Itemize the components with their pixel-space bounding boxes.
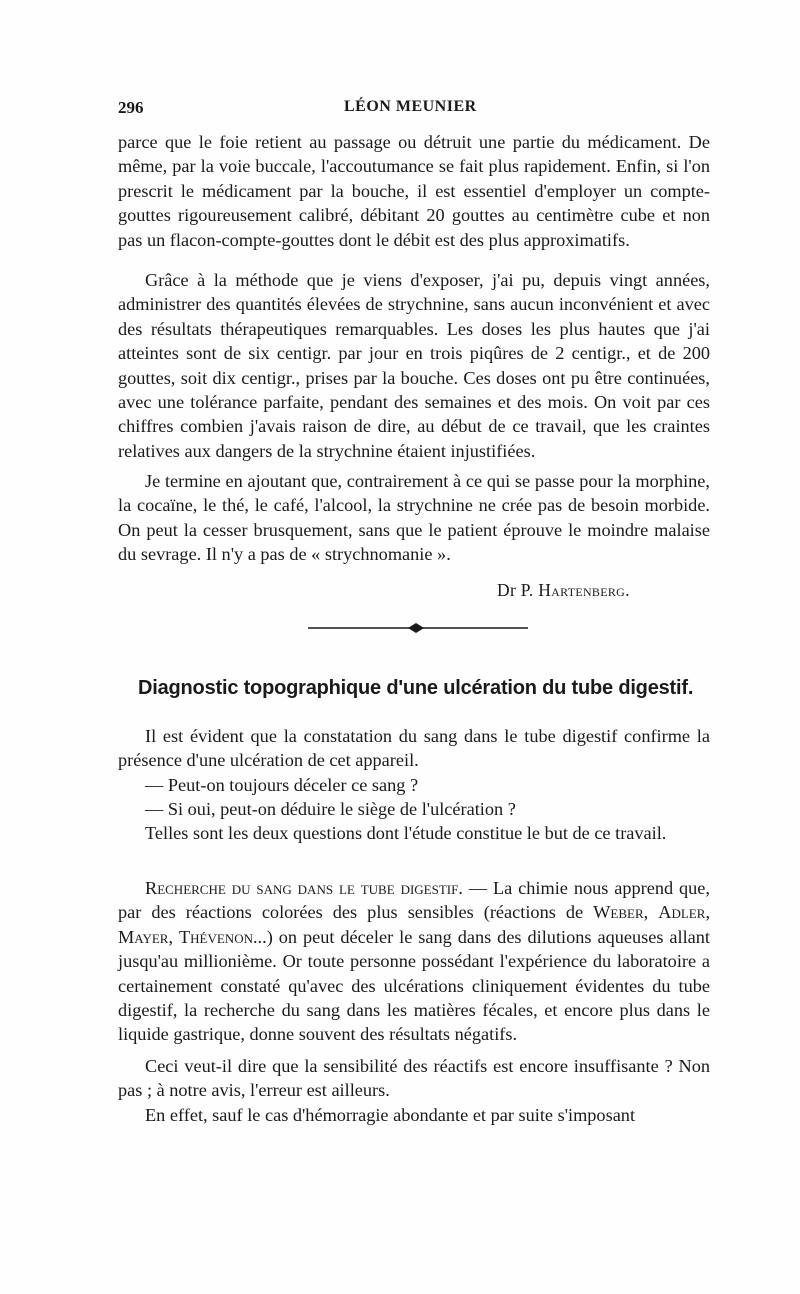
author-name: Mayer bbox=[118, 926, 169, 947]
question-2: — Si oui, peut-on déduire le siège de l'ulcération ? bbox=[145, 799, 516, 819]
page-header bbox=[118, 98, 710, 122]
author-name: Adler bbox=[658, 902, 706, 923]
section-heading: Recherche du sang dans le tube digestif. bbox=[145, 878, 463, 898]
signature-title: Dr bbox=[497, 580, 517, 600]
page-number: 296 bbox=[118, 98, 144, 117]
paragraph-sensitivity: Ceci veut-il dire que la sensibilité des réactifs est encore insuffisante ? Non pas ; à notre avis, l'erreur est ailleurs. bbox=[118, 1056, 710, 1101]
author-name: Weber bbox=[593, 902, 644, 923]
question-1: — Peut-on toujours déceler ce sang ? bbox=[145, 775, 419, 795]
paragraph-continuation: parce que le foie retient au passage ou détruit une partie du médicament. De même, par la voie buccale, l'accoutumance se fait plus rapidement. Enfin, si l'on prescrit le médicament par la bouche, il est essentiel d'employer un compte-gouttes rigoureusement calibré, débitant 20 gouttes au centimètre cube et non pas un flacon-compte-gouttes dont le débit est des plus approximatifs. bbox=[118, 132, 710, 250]
paragraph-purpose: Telles sont les deux questions dont l'étude constitue le but de ce travail. bbox=[145, 823, 667, 843]
paragraph-hemorrhage: En effet, sauf le cas d'hémorragie abondante et par suite s'imposant bbox=[145, 1105, 636, 1125]
paragraph-intro: Il est évident que la constatation du sang dans le tube digestif confirme la présence d'une ulcération de cet appareil. bbox=[118, 726, 710, 771]
paragraph-strychnine-doses: Grâce à la méthode que je viens d'exposer, j'ai pu, depuis vingt années, administrer des quantités élevées de strychnine, sans aucun inconvénient et avec des résultats thérapeutiques remarquables. Les doses les plus hautes que j'ai atteintes sont de six centigr. par jour en trois piqûres de 2 centigr., et de 200 gouttes, soit dix centigr., prises par la bouche. Ces doses ont pu être continuées, avec une tolérance parfaite, pendant des semaines et des mois. On voit par ces chiffres combien j'avais raison de dire, au début de ce travail, que les craintes relatives aux dangers de la strychnine étaient injustifiées. bbox=[118, 270, 710, 461]
signature-name: P. Hartenberg. bbox=[520, 580, 630, 600]
author-name: Thévenon bbox=[178, 926, 253, 947]
paragraph-blood-detection: Recherche du sang dans le tube digestif. — La chimie nous apprend que, par des réactions colorées des plus sensibles (réactions de Weber, Adler, Mayer, Thévenon...) on peut déceler le sang dans des dilutions aqueuses allant jusqu'au millionième. Or toute personne possédant l'expérience du laboratoire a certainement constaté qu'avec des ulcérations cliniquement évidentes du tube digestif, la recherche du sang dans les matières fécales, et encore plus dans le liquide gastrique, donne souvent des résultats négatifs. bbox=[118, 878, 711, 1045]
signature bbox=[497, 580, 630, 601]
section-divider bbox=[308, 622, 528, 634]
running-head: LÉON MEUNIER bbox=[344, 98, 477, 115]
article-title: Diagnostic topographique d'une ulcération du tube digestif. bbox=[138, 677, 694, 699]
paragraph-conclusion: Je termine en ajoutant que, contrairement à ce qui se passe pour la morphine, la cocaïne, le thé, le café, l'alcool, la strychnine ne crée pas de besoin morbide. On peut la cesser brusquement, sans que le patient éprouve le moindre malaise du sevrage. Il n'y a pas de « strychnomanie ». bbox=[118, 471, 710, 565]
